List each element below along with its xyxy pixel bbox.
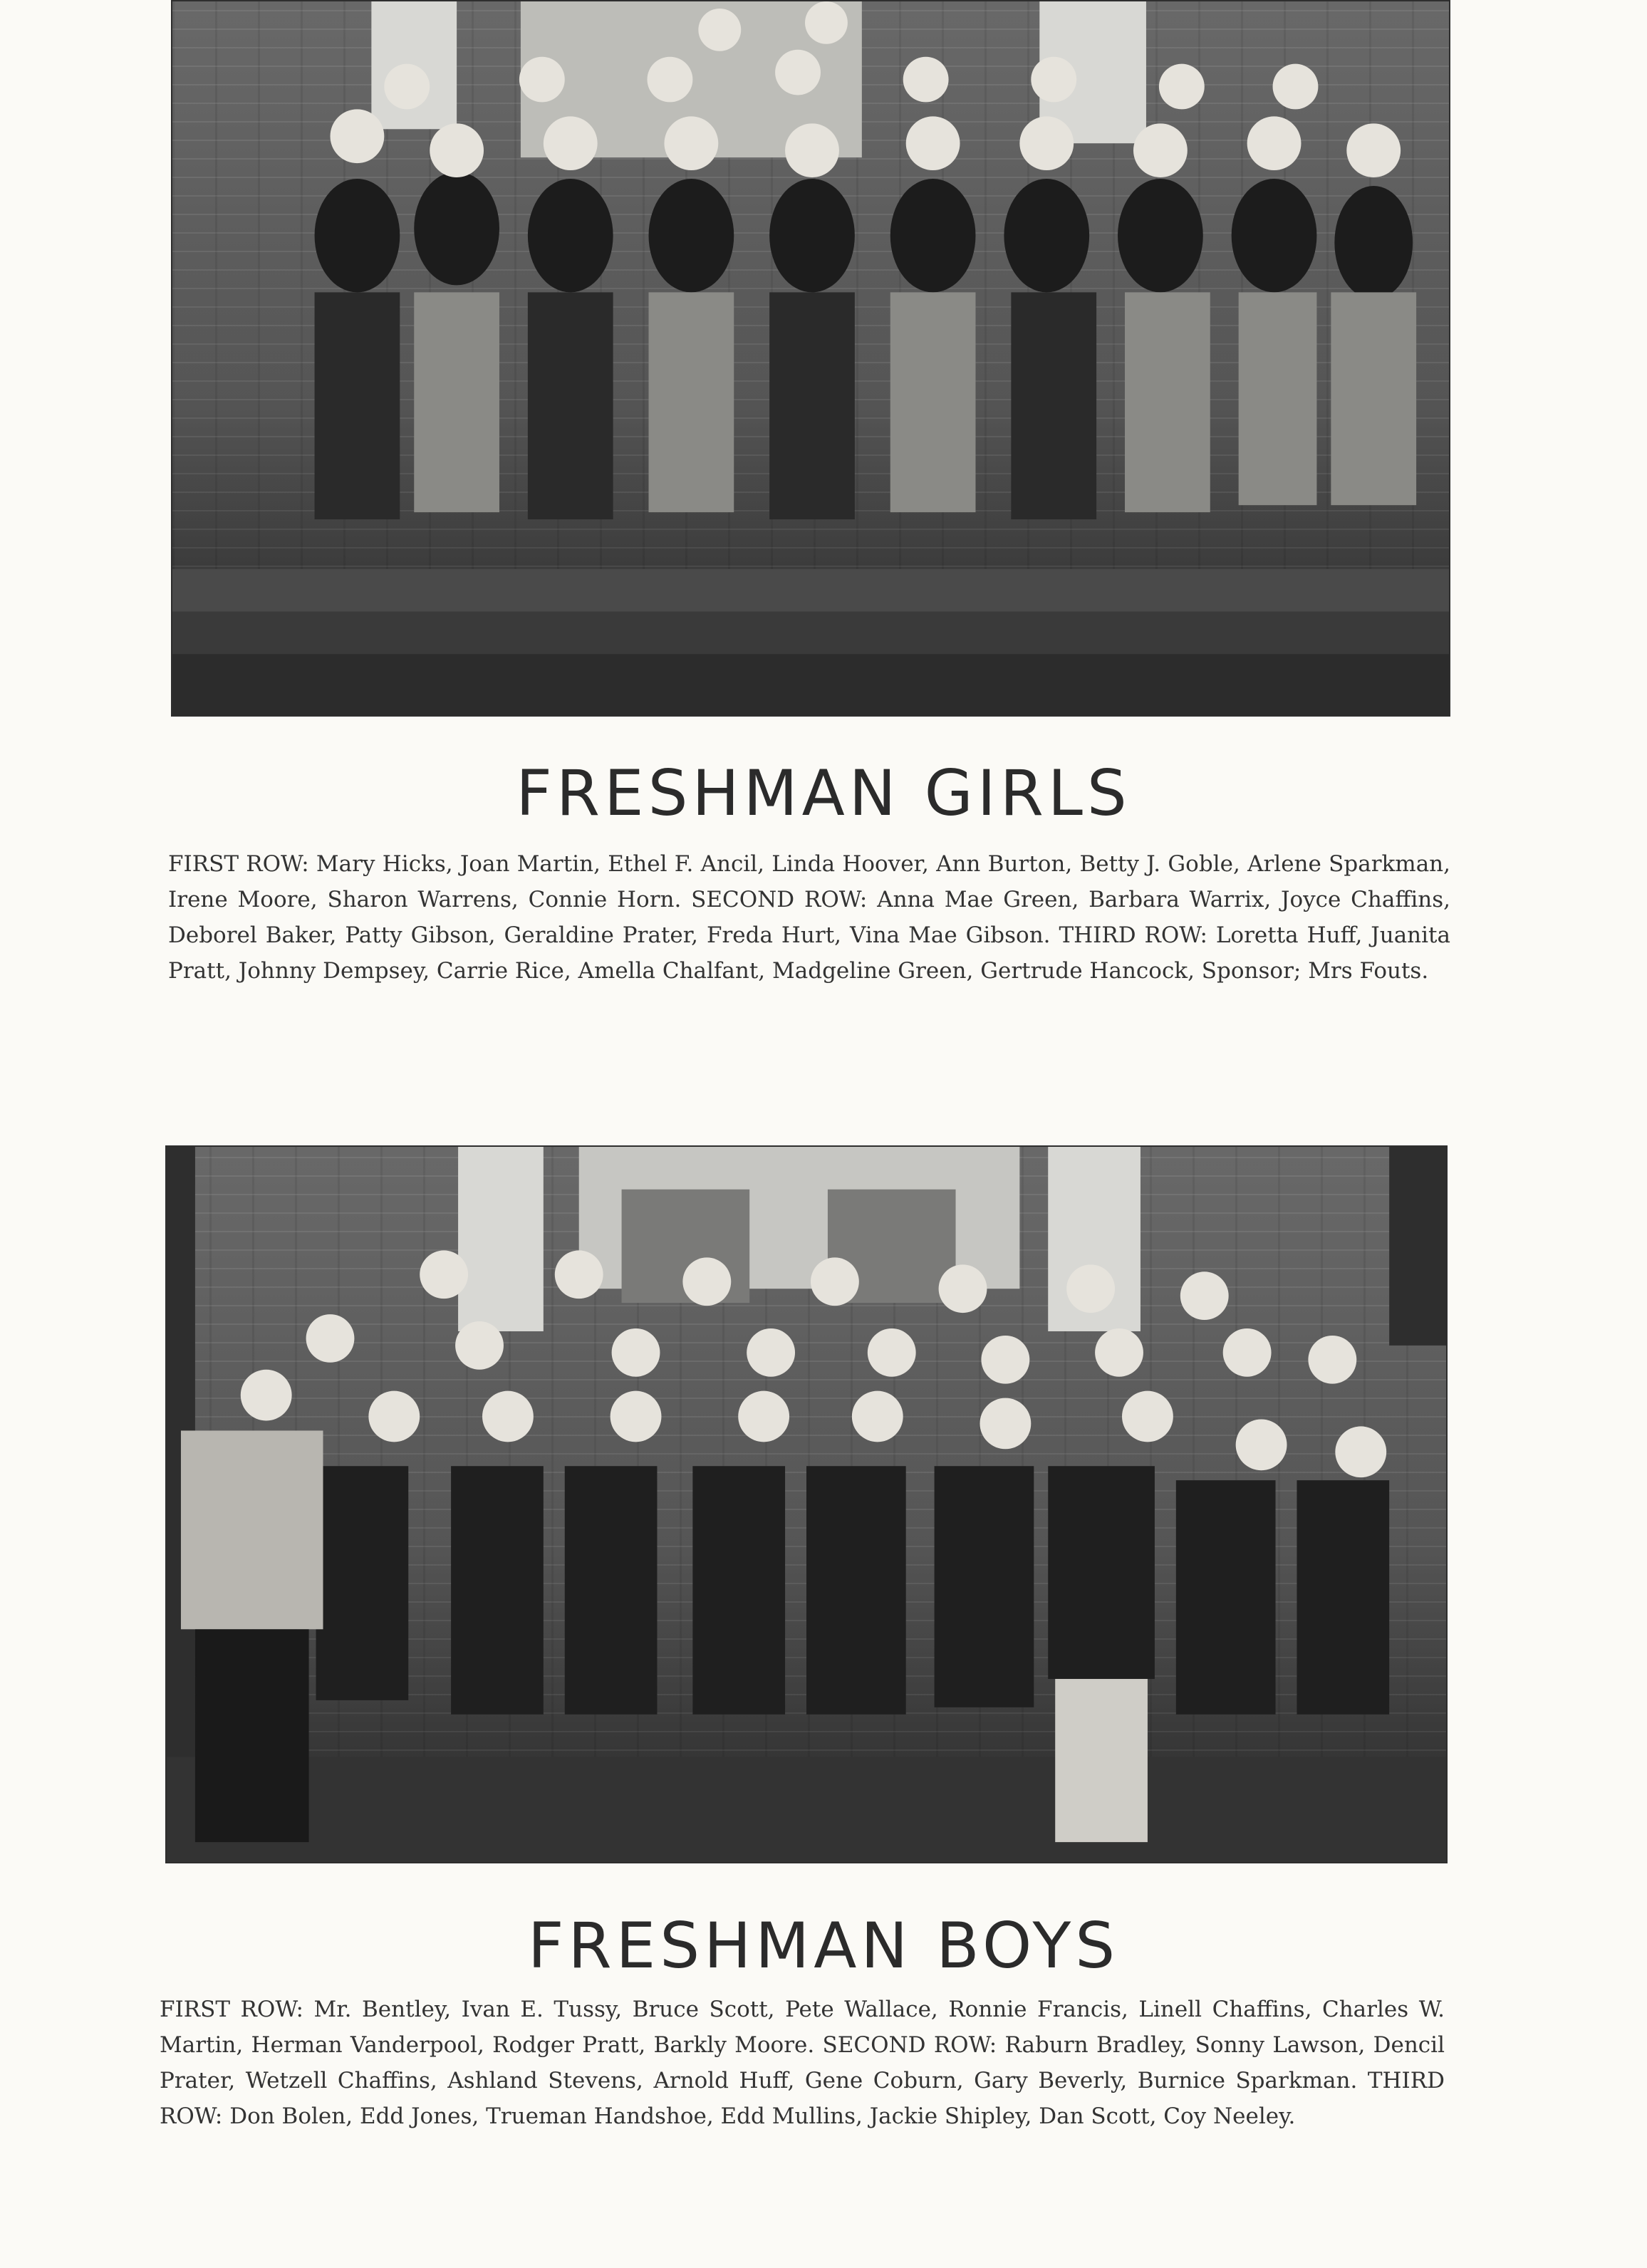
freshman-boys-photo: [165, 1145, 1448, 1863]
freshman-girls-heading: FRESHMAN GIRLS: [516, 756, 1131, 830]
freshman-boys-caption: FIRST ROW: Mr. Bentley, Ivan E. Tussy, Bruce Scott, Pete Wallace, Ronnie Francis, Linell Chaffins, Charles W. Martin, Herman Vanderpool, Rodger Pratt, Barkly Moore. SECOND ROW: Raburn Bradley, Sonny Lawson, Dencil Prater, Wetzell Chaffins, Ashland Stevens, Arnold Huff, Gene Coburn, Gary Beverly, Burnice Sparkman. THIRD ROW: Don Bolen, Edd Jones, Trueman Handshoe, Edd Mullins, Jackie Shipley, Dan Scott, Coy Neeley.: [160, 1997, 1445, 2129]
freshman-boys-heading: FRESHMAN BOYS: [527, 1909, 1120, 1982]
freshman-girls-caption: FIRST ROW: Mary Hicks, Joan Martin, Ethel F. Ancil, Linda Hoover, Ann Burton, Betty J. Goble, Arlene Sparkman, Irene Moore, Sharon Warrens, Connie Horn. SECOND ROW: Anna Mae Green, Barbara Warrix, Joyce Chaffins, Deborel Baker, Patty Gibson, Geraldine Prater, Freda Hurt, Vina Mae Gibson. THIRD ROW: Loretta Huff, Juanita Pratt, Johnny Dempsey, Carrie Rice, Amella Chalfant, Madgeline Green, Gertrude Hancock, Sponsor; Mrs Fouts.: [168, 851, 1450, 984]
boys-photo-graphic: [167, 1147, 1446, 1862]
freshman-girls-photo: [171, 0, 1450, 717]
girls-photo-graphic: [172, 1, 1449, 715]
